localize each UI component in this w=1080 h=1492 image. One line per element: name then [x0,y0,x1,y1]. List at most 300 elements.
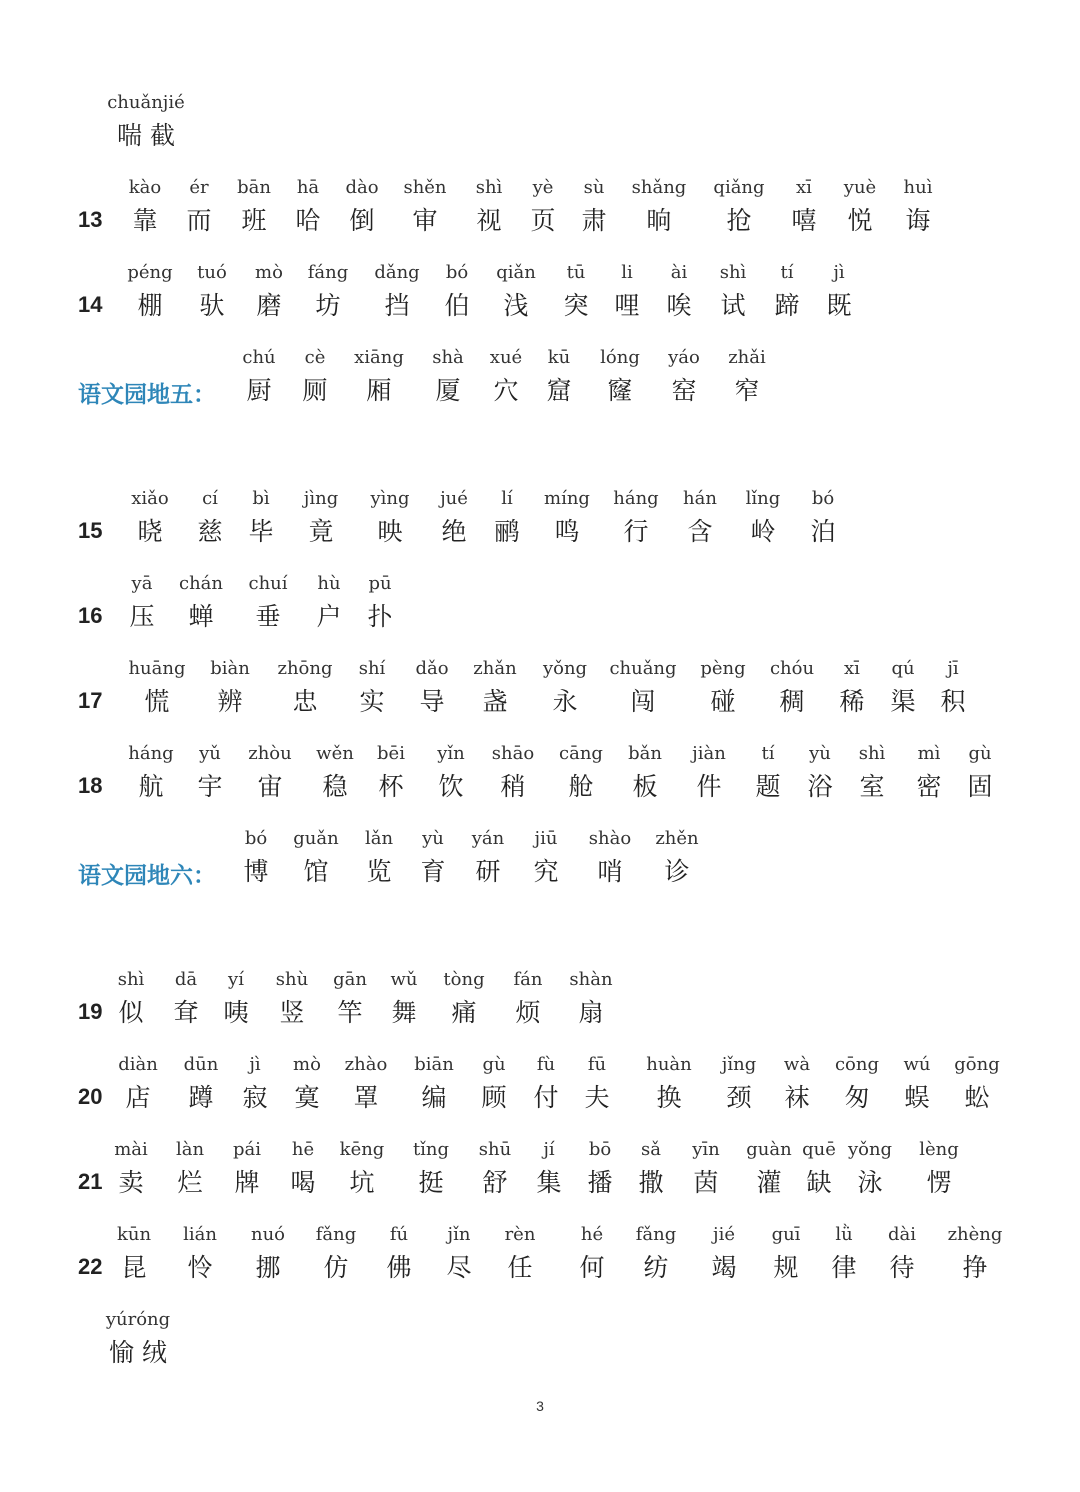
pinyin: dūn [183,1054,219,1075]
pinyin: gān [333,969,367,990]
hanzi: 户 [316,602,342,631]
pinyin: dǎng [374,262,420,283]
hanzi: 览 [366,857,392,886]
hanzi: 任 [507,1253,533,1282]
pinyin: wěn [316,743,354,764]
hanzi: 佛 [386,1253,412,1282]
hanzi: 袜 [784,1083,810,1112]
vocab-row [0,741,1080,811]
pinyin: lóng [600,347,640,368]
pinyin: biān [414,1054,454,1075]
pinyin: shěn [403,177,447,198]
hanzi: 件 [696,772,722,801]
pinyin: xiǎo [131,488,169,509]
hanzi: 密 [916,772,942,801]
pinyin: shì [858,743,886,764]
pinyin: hù [317,573,341,594]
hanzi: 灌 [756,1168,782,1197]
pinyin: jì [833,262,845,283]
hanzi: 规 [773,1253,799,1282]
hanzi: 寂 [242,1083,268,1112]
pinyin: bān [237,177,271,198]
hanzi: 蜈 [904,1083,930,1112]
pinyin: pū [368,573,392,594]
pinyin: tuó [197,262,227,283]
pinyin: zhǎi [728,347,766,368]
pinyin: gù [482,1054,506,1075]
hanzi: 扑 [367,602,393,631]
pinyin: shì [719,262,747,283]
hanzi: 浅 [503,291,529,320]
hanzi: 夫 [584,1083,610,1112]
hanzi: 靠 [132,206,158,235]
lesson-number: 13 [78,207,103,232]
hanzi: 咦 [223,998,249,1027]
vocab-word [932,1052,1022,1118]
vocab-row [0,826,1080,896]
lesson-number: 17 [78,688,103,713]
hanzi: 试 [720,291,746,320]
pinyin: zhèng [947,1224,1003,1245]
hanzi: 肃 [581,206,607,235]
pinyin: hé [580,1224,604,1245]
hanzi: 坊 [315,291,341,320]
lesson-number: 19 [78,999,103,1024]
pinyin: jué [440,488,468,509]
pinyin: bì [252,488,270,509]
vocab-row [0,486,1080,556]
pinyin: yuè [843,177,877,198]
hanzi: 喘 截 [117,121,175,150]
hanzi: 磨 [256,291,282,320]
section-heading: 语文园地六： [78,863,216,889]
lesson-number: 16 [78,603,103,628]
pinyin: bó [811,488,835,509]
hanzi: 审 [412,206,438,235]
pinyin: jìng [303,488,339,509]
pinyin: cè [304,347,326,368]
hanzi: 而 [186,206,212,235]
hanzi: 稍 [500,772,526,801]
hanzi: 永 [552,687,578,716]
hanzi: 棚 [137,291,163,320]
hanzi: 竖 [279,998,305,1027]
hanzi: 律 [831,1253,857,1282]
vocab-word [546,967,636,1033]
pinyin: biàn [210,658,250,679]
vocab-word [873,175,963,241]
pinyin: bēi [377,743,405,764]
pinyin: yìng [370,488,410,509]
hanzi: 厨 [246,376,272,405]
pinyin: huāng [128,658,186,679]
pinyin: guī [771,1224,801,1245]
pinyin: pái [232,1139,261,1160]
hanzi: 杯 [378,772,404,801]
pinyin: háng [128,743,174,764]
hanzi: 昆 [121,1253,147,1282]
hanzi: 窑 [671,376,697,405]
pinyin: qú [891,658,915,679]
pinyin: ài [670,262,688,283]
pinyin: chán [179,573,223,594]
hanzi: 嘻 [791,206,817,235]
pinyin: mò [293,1054,321,1075]
pinyin: shù [275,969,309,990]
hanzi: 含 [687,517,713,546]
pinyin: jiū [534,828,558,849]
pinyin: qiǎn [496,262,536,283]
pinyin: yǒng [847,1139,893,1160]
hanzi: 窿 [607,376,633,405]
hanzi: 竭 [711,1253,737,1282]
hanzi: 扇 [578,998,604,1027]
pinyin: jī [947,658,959,679]
pinyin: ér [189,177,209,198]
pinyin: lèng [919,1139,959,1160]
hanzi: 颈 [726,1083,752,1112]
hanzi: 坑 [349,1168,375,1197]
pinyin: shí [358,658,386,679]
hanzi: 辨 [217,687,243,716]
pinyin: yúróng [105,1309,171,1330]
vocab-row [0,260,1080,330]
pinyin: zhào [344,1054,388,1075]
pinyin: fū [587,1054,607,1075]
hanzi: 茵 [693,1168,719,1197]
vocab-word [93,1307,183,1373]
hanzi: 尽 [446,1253,472,1282]
hanzi: 稠 [779,687,805,716]
pinyin: yā [131,573,153,594]
hanzi: 闯 [630,687,656,716]
hanzi: 室 [859,772,885,801]
pinyin: péng [127,262,173,283]
pinyin: diàn [118,1054,158,1075]
hanzi: 舞 [391,998,417,1027]
pinyin: hā [296,177,320,198]
pinyin: zhǎn [473,658,517,679]
vocab-word [335,571,425,637]
pinyin: nuó [250,1224,286,1245]
vocab-word [935,741,1025,807]
pinyin: yí [228,969,244,990]
vocab-word [794,260,884,326]
lesson-number: 21 [78,1169,103,1194]
pinyin: kū [547,347,571,368]
pinyin: guǎn [293,828,339,849]
pinyin: rèn [504,1224,536,1245]
hanzi: 竿 [337,998,363,1027]
pinyin: jǐn [447,1224,471,1245]
hanzi: 竟 [308,517,334,546]
hanzi: 挪 [255,1253,281,1282]
hanzi: 鸣 [554,517,580,546]
hanzi: 编 [421,1083,447,1112]
hanzi: 集 [536,1168,562,1197]
pinyin: xiāng [354,347,404,368]
pinyin: jí [543,1139,555,1160]
vocab-word [930,1222,1020,1288]
pinyin: wà [783,1054,811,1075]
pinyin: chuǎng [609,658,677,679]
hanzi: 厕 [302,376,328,405]
pinyin: fǎng [315,1224,357,1245]
pinyin: sù [583,177,605,198]
pinyin: mài [114,1139,148,1160]
pinyin: gù [968,743,992,764]
pinyin: háng [613,488,659,509]
hanzi: 似 [118,998,144,1027]
pinyin: tǐng [412,1139,450,1160]
hanzi: 缺 [806,1168,832,1197]
hanzi: 晓 [137,517,163,546]
pinyin: shào [588,828,632,849]
hanzi: 实 [359,687,385,716]
pinyin: jiàn [692,743,726,764]
pinyin: jǐng [721,1054,757,1075]
hanzi: 蹄 [774,291,800,320]
vocab-word [598,656,688,722]
hanzi: 驮 [199,291,225,320]
hanzi: 倒 [349,206,375,235]
hanzi: 挺 [418,1168,444,1197]
pinyin: fǎng [635,1224,677,1245]
hanzi: 哩 [614,291,640,320]
pinyin: cí [202,488,218,509]
hanzi: 板 [632,772,658,801]
vocab-row [0,90,1080,160]
pinyin: kào [128,177,162,198]
pinyin: chuí [248,573,288,594]
section-heading: 语文园地五： [78,382,216,408]
pinyin: yán [471,828,505,849]
pinyin: chú [242,347,276,368]
vocab-row [0,1137,1080,1207]
hanzi: 蚣 [964,1083,990,1112]
hanzi: 舱 [568,772,594,801]
hanzi: 研 [475,857,501,886]
hanzi: 诊 [664,857,690,886]
hanzi: 慌 [144,687,170,716]
hanzi: 诲 [905,206,931,235]
hanzi: 何 [579,1253,605,1282]
vocab-row [0,175,1080,245]
hanzi: 毕 [248,517,274,546]
pinyin: lí [501,488,513,509]
vocab-word [101,90,191,156]
pinyin: kūn [116,1224,152,1245]
pinyin: lǎn [364,828,394,849]
pinyin: hán [683,488,717,509]
hanzi: 罩 [353,1083,379,1112]
hanzi: 岭 [750,517,776,546]
vocab-word [702,345,792,411]
hanzi: 伯 [444,291,470,320]
pinyin: xī [796,177,812,198]
hanzi: 厦 [435,376,461,405]
hanzi: 愣 [926,1168,952,1197]
vocab-word [520,656,610,722]
lesson-number: 15 [78,518,103,543]
pinyin: yù [422,828,444,849]
pinyin: shū [478,1139,512,1160]
pinyin: shà [432,347,464,368]
hanzi: 耷 [173,998,199,1027]
pinyin: fú [389,1224,409,1245]
vocab-word [614,175,704,241]
pinyin: gōng [954,1054,1000,1075]
hanzi: 泳 [857,1168,883,1197]
hanzi: 痛 [451,998,477,1027]
hanzi: 付 [533,1083,559,1112]
vocab-word [778,486,868,552]
vocab-word [908,656,998,722]
hanzi: 挣 [962,1253,988,1282]
vocab-row [0,1307,1080,1377]
pinyin: zhōng [277,658,333,679]
pinyin: mì [917,743,941,764]
pinyin: tū [566,262,586,283]
hanzi: 烂 [177,1168,203,1197]
hanzi: 撒 [638,1168,664,1197]
hanzi: 播 [587,1168,613,1197]
pinyin: bó [445,262,469,283]
hanzi: 映 [377,517,403,546]
hanzi: 究 [533,857,559,886]
vocab-word [894,1137,984,1203]
hanzi: 行 [623,517,649,546]
hanzi: 换 [656,1083,682,1112]
pinyin: chuǎnjié [107,92,185,113]
pinyin: bǎn [628,743,662,764]
hanzi: 怜 [187,1253,213,1282]
pinyin: guàn [746,1139,792,1160]
hanzi: 稀 [839,687,865,716]
hanzi: 浴 [807,772,833,801]
pinyin: míng [544,488,590,509]
hanzi: 宙 [257,772,283,801]
hanzi: 喝 [290,1168,316,1197]
pinyin: bō [588,1139,612,1160]
hanzi: 泊 [810,517,836,546]
pinyin: yǒng [542,658,588,679]
hanzi: 哈 [295,206,321,235]
pinyin: fáng [307,262,349,283]
hanzi: 蝉 [188,602,214,631]
hanzi: 唉 [666,291,692,320]
pinyin: quē [802,1139,836,1160]
pinyin: dài [887,1224,916,1245]
pinyin: bó [244,828,268,849]
hanzi: 盏 [482,687,508,716]
hanzi: 牌 [234,1168,260,1197]
hanzi: 积 [940,687,966,716]
pinyin: wú [903,1054,931,1075]
hanzi: 忠 [292,687,318,716]
pinyin: cōng [834,1054,880,1075]
hanzi: 寞 [294,1083,320,1112]
pinyin: lǜ [835,1224,853,1245]
hanzi: 视 [476,206,502,235]
hanzi: 宇 [197,772,223,801]
pinyin: huì [903,177,933,198]
pinyin: shāo [491,743,535,764]
hanzi: 哨 [597,857,623,886]
pinyin: fán [513,969,543,990]
pinyin: shǎng [631,177,687,198]
hanzi: 窟 [546,376,572,405]
pinyin: xué [489,347,523,368]
pinyin: qiǎng [713,177,765,198]
hanzi: 烦 [515,998,541,1027]
pinyin: chóu [769,658,815,679]
pinyin: shàn [569,969,613,990]
hanzi: 固 [967,772,993,801]
pinyin: yǔ [199,743,221,764]
pinyin: yáo [668,347,700,368]
hanzi: 晌 [646,206,672,235]
hanzi: 匆 [844,1083,870,1112]
hanzi: 博 [243,857,269,886]
hanzi: 页 [530,206,556,235]
vocab-row [0,1052,1080,1122]
pinyin: li [621,262,633,283]
pinyin: sǎ [641,1139,661,1160]
hanzi: 班 [241,206,267,235]
hanzi: 鹂 [494,517,520,546]
pinyin: cāng [559,743,603,764]
hanzi: 导 [419,687,445,716]
lesson-number: 18 [78,773,103,798]
hanzi: 稳 [322,772,348,801]
pinyin: pèng [700,658,746,679]
pinyin: làn [175,1139,205,1160]
pinyin: shì [117,969,145,990]
vocab-row [0,656,1080,726]
hanzi: 待 [889,1253,915,1282]
hanzi: 穴 [493,376,519,405]
pinyin: tòng [443,969,485,990]
hanzi: 馆 [303,857,329,886]
pinyin: yù [809,743,831,764]
pinyin: xī [844,658,860,679]
pinyin: zhòu [248,743,292,764]
pinyin: yīn [692,1139,720,1160]
pinyin: wǔ [390,969,418,990]
vocab-row [0,345,1080,415]
pinyin: fù [536,1054,556,1075]
pinyin: yè [532,177,554,198]
pinyin: tí [761,743,775,764]
hanzi: 压 [129,602,155,631]
pinyin: huàn [646,1054,692,1075]
hanzi: 顾 [481,1083,507,1112]
pinyin: tí [780,262,794,283]
hanzi: 育 [420,857,446,886]
pinyin: mò [255,262,283,283]
vocab-row [0,967,1080,1037]
hanzi: 渠 [890,687,916,716]
hanzi: 突 [563,291,589,320]
pinyin: kēng [339,1139,385,1160]
hanzi: 慈 [197,517,223,546]
hanzi: 垂 [255,602,281,631]
hanzi: 碰 [710,687,736,716]
pinyin: lǐng [745,488,781,509]
hanzi: 挡 [384,291,410,320]
page-number: 3 [536,1398,544,1414]
